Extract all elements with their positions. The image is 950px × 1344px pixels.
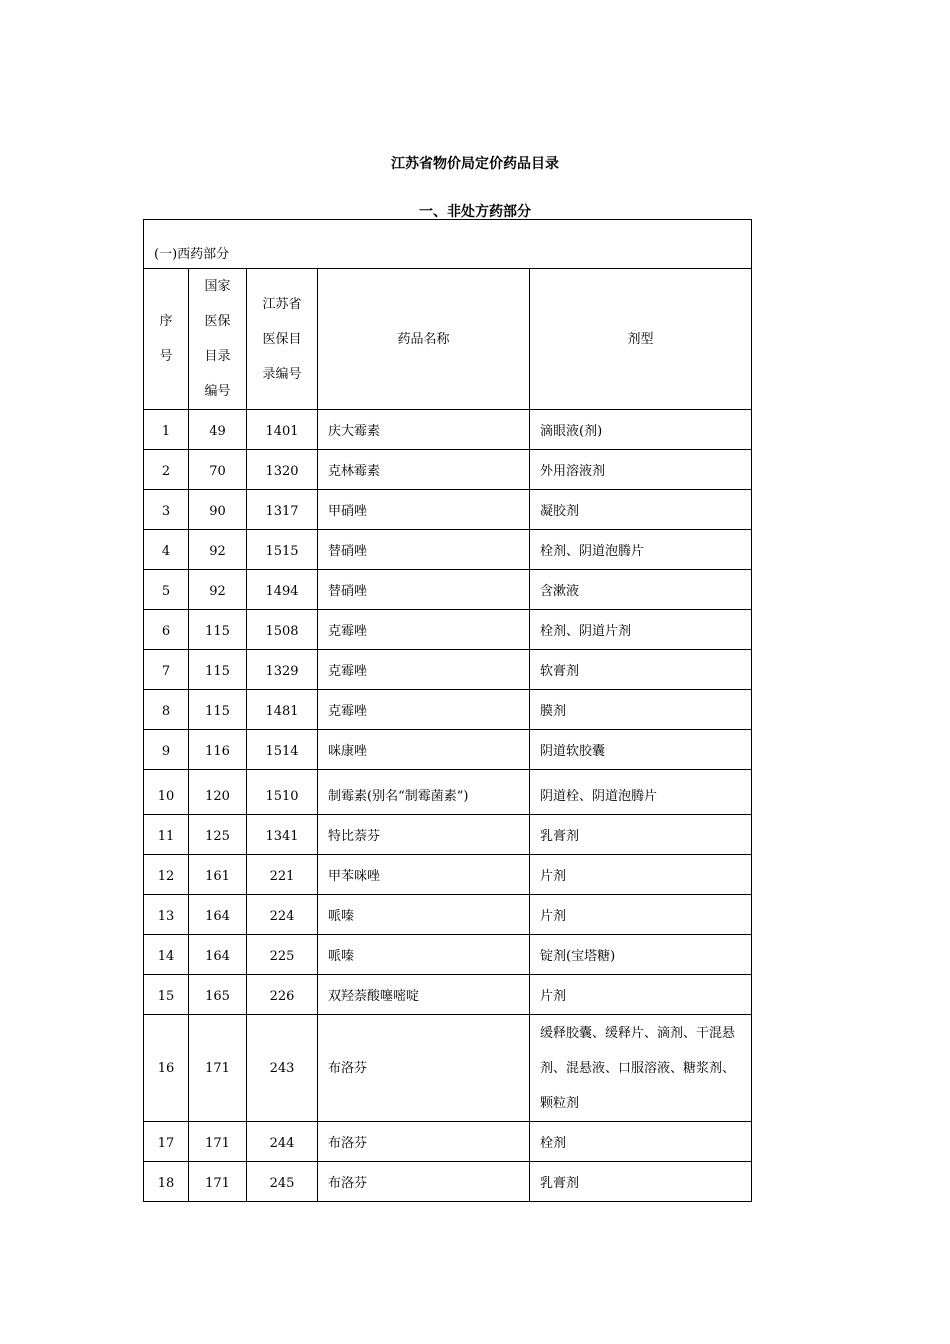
cell-jiangsu-code: 1329	[247, 650, 318, 690]
table-row	[144, 1122, 752, 1162]
cell-national-code: 92	[189, 530, 247, 570]
cell-national-code: 171	[189, 1162, 247, 1202]
cell-dosage-form: 软膏剂	[530, 650, 752, 690]
cell-seq: 5	[144, 570, 189, 610]
cell-drug-name: 甲硝唑	[318, 490, 530, 530]
cell-dosage-form: 片剂	[530, 975, 752, 1015]
cell-jiangsu-code: 1317	[247, 490, 318, 530]
table-row	[144, 1015, 752, 1122]
table-row	[144, 935, 752, 975]
subsection-row	[144, 220, 752, 269]
cell-dosage-form: 栓剂、阴道泡腾片	[530, 530, 752, 570]
cell-seq: 9	[144, 730, 189, 770]
cell-jiangsu-code: 1320	[247, 450, 318, 490]
table-row	[144, 490, 752, 530]
cell-dosage-form: 膜剂	[530, 690, 752, 730]
header-dosage-form: 剂型	[530, 269, 752, 410]
cell-drug-name: 双羟萘酸噻嘧啶	[318, 975, 530, 1015]
table-row	[144, 730, 752, 770]
cell-drug-name: 克霉唑	[318, 690, 530, 730]
cell-jiangsu-code: 225	[247, 935, 318, 975]
header-row	[144, 269, 752, 410]
cell-seq: 13	[144, 895, 189, 935]
cell-dosage-form: 锭剂(宝塔糖)	[530, 935, 752, 975]
cell-drug-name: 哌嗪	[318, 895, 530, 935]
cell-national-code: 49	[189, 410, 247, 450]
cell-seq: 17	[144, 1122, 189, 1162]
cell-national-code: 164	[189, 935, 247, 975]
cell-jiangsu-code: 224	[247, 895, 318, 935]
cell-dosage-form: 外用溶液剂	[530, 450, 752, 490]
table-row	[144, 450, 752, 490]
cell-seq: 6	[144, 610, 189, 650]
cell-drug-name: 布洛芬	[318, 1015, 530, 1122]
cell-dosage-form: 乳膏剂	[530, 815, 752, 855]
header-national-code	[189, 269, 247, 410]
cell-seq: 3	[144, 490, 189, 530]
cell-national-code: 120	[189, 770, 247, 815]
cell-national-code: 125	[189, 815, 247, 855]
cell-dosage-form: 栓剂	[530, 1122, 752, 1162]
cell-national-code: 161	[189, 855, 247, 895]
cell-jiangsu-code: 1514	[247, 730, 318, 770]
cell-jiangsu-code: 1515	[247, 530, 318, 570]
cell-jiangsu-code: 243	[247, 1015, 318, 1122]
cell-dosage-form: 乳膏剂	[530, 1162, 752, 1202]
header-seq-line: 号	[159, 349, 173, 364]
cell-seq: 4	[144, 530, 189, 570]
table-row	[144, 530, 752, 570]
cell-drug-name: 哌嗪	[318, 935, 530, 975]
cell-national-code: 171	[189, 1015, 247, 1122]
cell-dosage-form: 阴道栓、阴道泡腾片	[530, 770, 752, 815]
cell-national-code: 70	[189, 450, 247, 490]
cell-drug-name: 庆大霉素	[318, 410, 530, 450]
cell-dosage-form: 栓剂、阴道片剂	[530, 610, 752, 650]
cell-drug-name: 甲苯咪唑	[318, 855, 530, 895]
cell-jiangsu-code: 1510	[247, 770, 318, 815]
table-row	[144, 410, 752, 450]
cell-national-code: 115	[189, 690, 247, 730]
cell-drug-name: 布洛芬	[318, 1162, 530, 1202]
subsection-title: (一)西药部分	[144, 220, 752, 269]
cell-national-code: 115	[189, 610, 247, 650]
cell-seq: 8	[144, 690, 189, 730]
cell-national-code: 92	[189, 570, 247, 610]
cell-seq: 14	[144, 935, 189, 975]
cell-drug-name: 制霉素(别名“制霉菌素”)	[318, 770, 530, 815]
cell-national-code: 164	[189, 895, 247, 935]
document-title: 江苏省物价局定价药品目录	[391, 156, 559, 172]
cell-jiangsu-code: 1508	[247, 610, 318, 650]
cell-seq: 11	[144, 815, 189, 855]
cell-seq: 7	[144, 650, 189, 690]
cell-jiangsu-code: 244	[247, 1122, 318, 1162]
header-seq-line: 序	[159, 314, 173, 329]
header-drug-name: 药品名称	[318, 269, 530, 410]
table-row	[144, 1162, 752, 1202]
header-jiangsu-line: 录编号	[262, 366, 302, 382]
cell-drug-name: 特比萘芬	[318, 815, 530, 855]
cell-drug-name: 克霉唑	[318, 650, 530, 690]
cell-drug-name: 替硝唑	[318, 530, 530, 570]
cell-jiangsu-code: 1341	[247, 815, 318, 855]
header-jiangsu-line: 江苏省	[262, 296, 302, 312]
cell-dosage-form: 滴眼液(剂)	[530, 410, 752, 450]
table-row	[144, 895, 752, 935]
header-national-line: 国家	[204, 279, 231, 294]
cell-jiangsu-code: 226	[247, 975, 318, 1015]
header-national-line: 医保	[204, 314, 231, 329]
cell-jiangsu-code: 245	[247, 1162, 318, 1202]
cell-jiangsu-code: 1494	[247, 570, 318, 610]
cell-seq: 16	[144, 1015, 189, 1122]
cell-dosage-form: 片剂	[530, 895, 752, 935]
cell-drug-name: 克林霉素	[318, 450, 530, 490]
cell-drug-name: 布洛芬	[318, 1122, 530, 1162]
drug-table	[143, 219, 752, 1202]
cell-national-code: 90	[189, 490, 247, 530]
table-body	[144, 220, 752, 1202]
cell-jiangsu-code: 1401	[247, 410, 318, 450]
cell-dosage-form: 含漱液	[530, 570, 752, 610]
cell-national-code: 171	[189, 1122, 247, 1162]
cell-seq: 10	[144, 770, 189, 815]
table-row	[144, 815, 752, 855]
cell-seq: 15	[144, 975, 189, 1015]
cell-national-code: 116	[189, 730, 247, 770]
header-seq	[144, 269, 189, 410]
header-jiangsu-code	[247, 269, 318, 410]
cell-jiangsu-code: 1481	[247, 690, 318, 730]
cell-seq: 2	[144, 450, 189, 490]
cell-national-code: 115	[189, 650, 247, 690]
table-row	[144, 650, 752, 690]
table-row	[144, 975, 752, 1015]
table-row	[144, 610, 752, 650]
cell-seq: 12	[144, 855, 189, 895]
header-national-line: 目录	[204, 349, 231, 364]
cell-drug-name: 克霉唑	[318, 610, 530, 650]
cell-seq: 18	[144, 1162, 189, 1202]
cell-seq: 1	[144, 410, 189, 450]
cell-national-code: 165	[189, 975, 247, 1015]
header-national-line: 编号	[204, 384, 231, 399]
table-row	[144, 855, 752, 895]
cell-dosage-form: 凝胶剂	[530, 490, 752, 530]
cell-drug-name: 咪康唑	[318, 730, 530, 770]
cell-dosage-form: 缓释胶囊、缓释片、滴剂、干混悬剂、混悬液、口服溶液、糖浆剂、颗粒剂	[530, 1015, 752, 1122]
table-row	[144, 690, 752, 730]
table-row	[144, 770, 752, 815]
table-row	[144, 570, 752, 610]
cell-jiangsu-code: 221	[247, 855, 318, 895]
section-title: 一、非处方药部分	[419, 204, 531, 220]
header-jiangsu-line: 医保目	[262, 331, 302, 347]
cell-dosage-form: 阴道软胶囊	[530, 730, 752, 770]
cell-dosage-form: 片剂	[530, 855, 752, 895]
cell-drug-name: 替硝唑	[318, 570, 530, 610]
